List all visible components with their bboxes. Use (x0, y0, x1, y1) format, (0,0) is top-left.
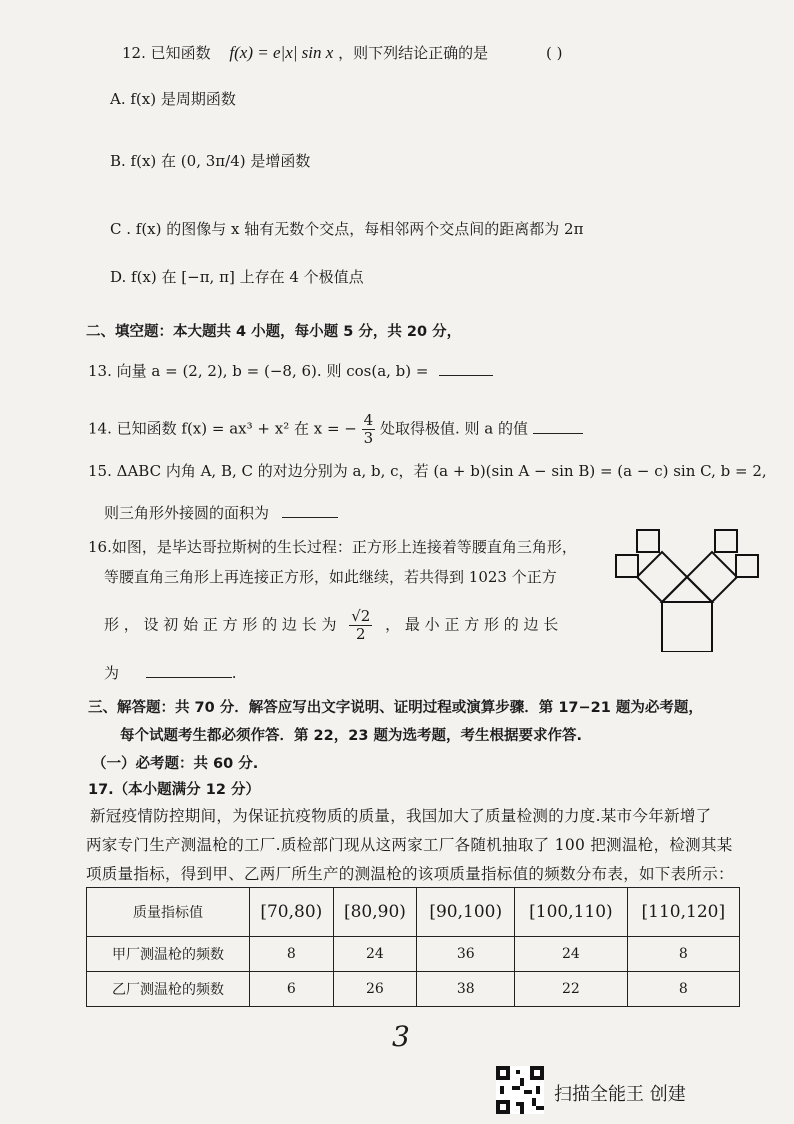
table-row (87, 972, 740, 1007)
table-cell: 24 (515, 937, 627, 972)
q14-fraction (362, 412, 376, 447)
table-row (87, 937, 740, 972)
q17-para3: 项质量指标，得到甲、乙两厂所生产的测温枪的该项质量指标值的频数分布表，如下表所示： (86, 865, 734, 883)
right-small-top (715, 530, 737, 552)
q14-frac-den: 3 (363, 429, 374, 447)
table-cell: 8 (250, 937, 334, 972)
table-header-cell: [110,120] (627, 888, 739, 937)
table-header-cell: [100,110) (515, 888, 627, 937)
q16-line2: 等腰直角三角形上再连接正方形，如此继续，若共得到 1023 个正方 (104, 568, 557, 586)
q12-stem (122, 42, 488, 63)
q13 (88, 360, 493, 381)
q13-text: 13. 向量 a = (2, 2), b = (−8, 6). 则 cos(a, b) = (88, 362, 429, 380)
q14-post: 处取得极值. 则 a 的值 (379, 419, 529, 438)
scanner-watermark: 扫描全能王 创建 (554, 1084, 686, 1105)
table-cell: 8 (627, 937, 739, 972)
q15-line2-text: 则三角形外接圆的面积为 (104, 504, 270, 522)
qr-code-icon (496, 1066, 544, 1114)
q16-fraction (349, 608, 372, 643)
frequency-table (86, 887, 740, 1007)
left-square (637, 552, 687, 602)
table-header-row (87, 888, 740, 937)
q12-function: f(x) = e|x| sin x (229, 43, 334, 62)
q15-answer-blank (282, 517, 338, 518)
q12-option-b: B. f(x) 在 (0, 3π/4) 是增函数 (110, 152, 311, 170)
table-header-cell: [80,90) (333, 888, 417, 937)
table-header-cell: 质量指标值 (87, 888, 250, 937)
q16-line4-text: 为 (104, 664, 120, 682)
table-header-cell: [70,80) (250, 888, 334, 937)
table-cell: 36 (417, 937, 515, 972)
q12-stem-text: 12. 已知函数 (122, 44, 211, 62)
q14-pre: 14. 已知函数 f(x) = ax³ + x² 在 x = − (88, 419, 357, 438)
q14-answer-blank (533, 433, 583, 434)
q16-line3-pre: 形 ， 设 初 始 正 方 形 的 边 长 为 (104, 615, 337, 634)
table-row-label: 甲厂测温枪的频数 (87, 937, 250, 972)
right-square (687, 552, 737, 602)
q17-title: 17.（本小题满分 12 分） (88, 782, 260, 798)
table-cell: 38 (417, 972, 515, 1007)
table-row-label: 乙厂测温枪的频数 (87, 972, 250, 1007)
q12-option-d: D. f(x) 在 [−π, π] 上存在 4 个极值点 (110, 268, 364, 286)
q15-line1: 15. ΔABC 内角 A, B, C 的对边分别为 a, b, c，若 (a + b)(sin A − sin B) = (a − c) sin C, b = 2, (88, 462, 767, 480)
q15-line2 (104, 502, 338, 523)
table-cell: 8 (627, 972, 739, 1007)
left-small-top (637, 530, 659, 552)
base-square (662, 602, 712, 652)
q17-para1: 新冠疫情防控期间，为保证抗疫物质的质量，我国加大了质量检测的力度.某市今年新增了 (90, 807, 712, 825)
section-3-line1: 三、解答题：共 70 分．解答应写出文字说明、证明过程或演算步骤．第 17−21 题为必考题， (88, 700, 703, 716)
page-number: 3 (392, 1020, 410, 1053)
q16-line1: 16.如图，是毕达哥拉斯树的生长过程：正方形上连接着等腰直角三角形， (88, 538, 577, 556)
table-cell: 26 (333, 972, 417, 1007)
section-3-line3: （一）必考题：共 60 分. (92, 756, 259, 772)
q12-tail: ，则下列结论正确的是 (338, 44, 489, 62)
q16-line4: 为 . (104, 664, 237, 682)
q12-option-c: C . f(x) 的图像与 x 轴有无数个交点，每相邻两个交点间的距离都为 2π (110, 220, 584, 238)
q16-line3 (104, 608, 558, 643)
answer-paren: ( ) (546, 44, 563, 62)
q16-frac-den: 2 (356, 625, 366, 643)
table-cell: 24 (333, 937, 417, 972)
right-small-side (736, 555, 758, 577)
section-2-heading: 二、填空题：本大题共 4 小题，每小题 5 分，共 20 分， (86, 324, 462, 340)
q12-option-a: A. f(x) 是周期函数 (110, 90, 236, 108)
left-small-side (616, 555, 638, 577)
pythagoras-tree-figure (612, 528, 772, 652)
q14 (88, 412, 583, 447)
q16-answer-blank (146, 677, 232, 678)
q13-answer-blank (439, 375, 493, 376)
q16-line3-post: ， 最 小 正 方 形 的 边 长 (385, 615, 559, 634)
q14-frac-num: 4 (363, 411, 374, 429)
section-3-line2: 每个试题考生都必须作答．第 22，23 题为选考题，考生根据要求作答. (120, 728, 582, 744)
triangle-middle (662, 577, 712, 602)
q16-frac-num: √2 (351, 607, 371, 625)
table-cell: 22 (515, 972, 627, 1007)
q17-para2: 两家专门生产测温枪的工厂.质检部门现从这两家工厂各随机抽取了 100 把测温枪，检测其某 (86, 836, 733, 854)
table-cell: 6 (250, 972, 334, 1007)
table-header-cell: [90,100) (417, 888, 515, 937)
